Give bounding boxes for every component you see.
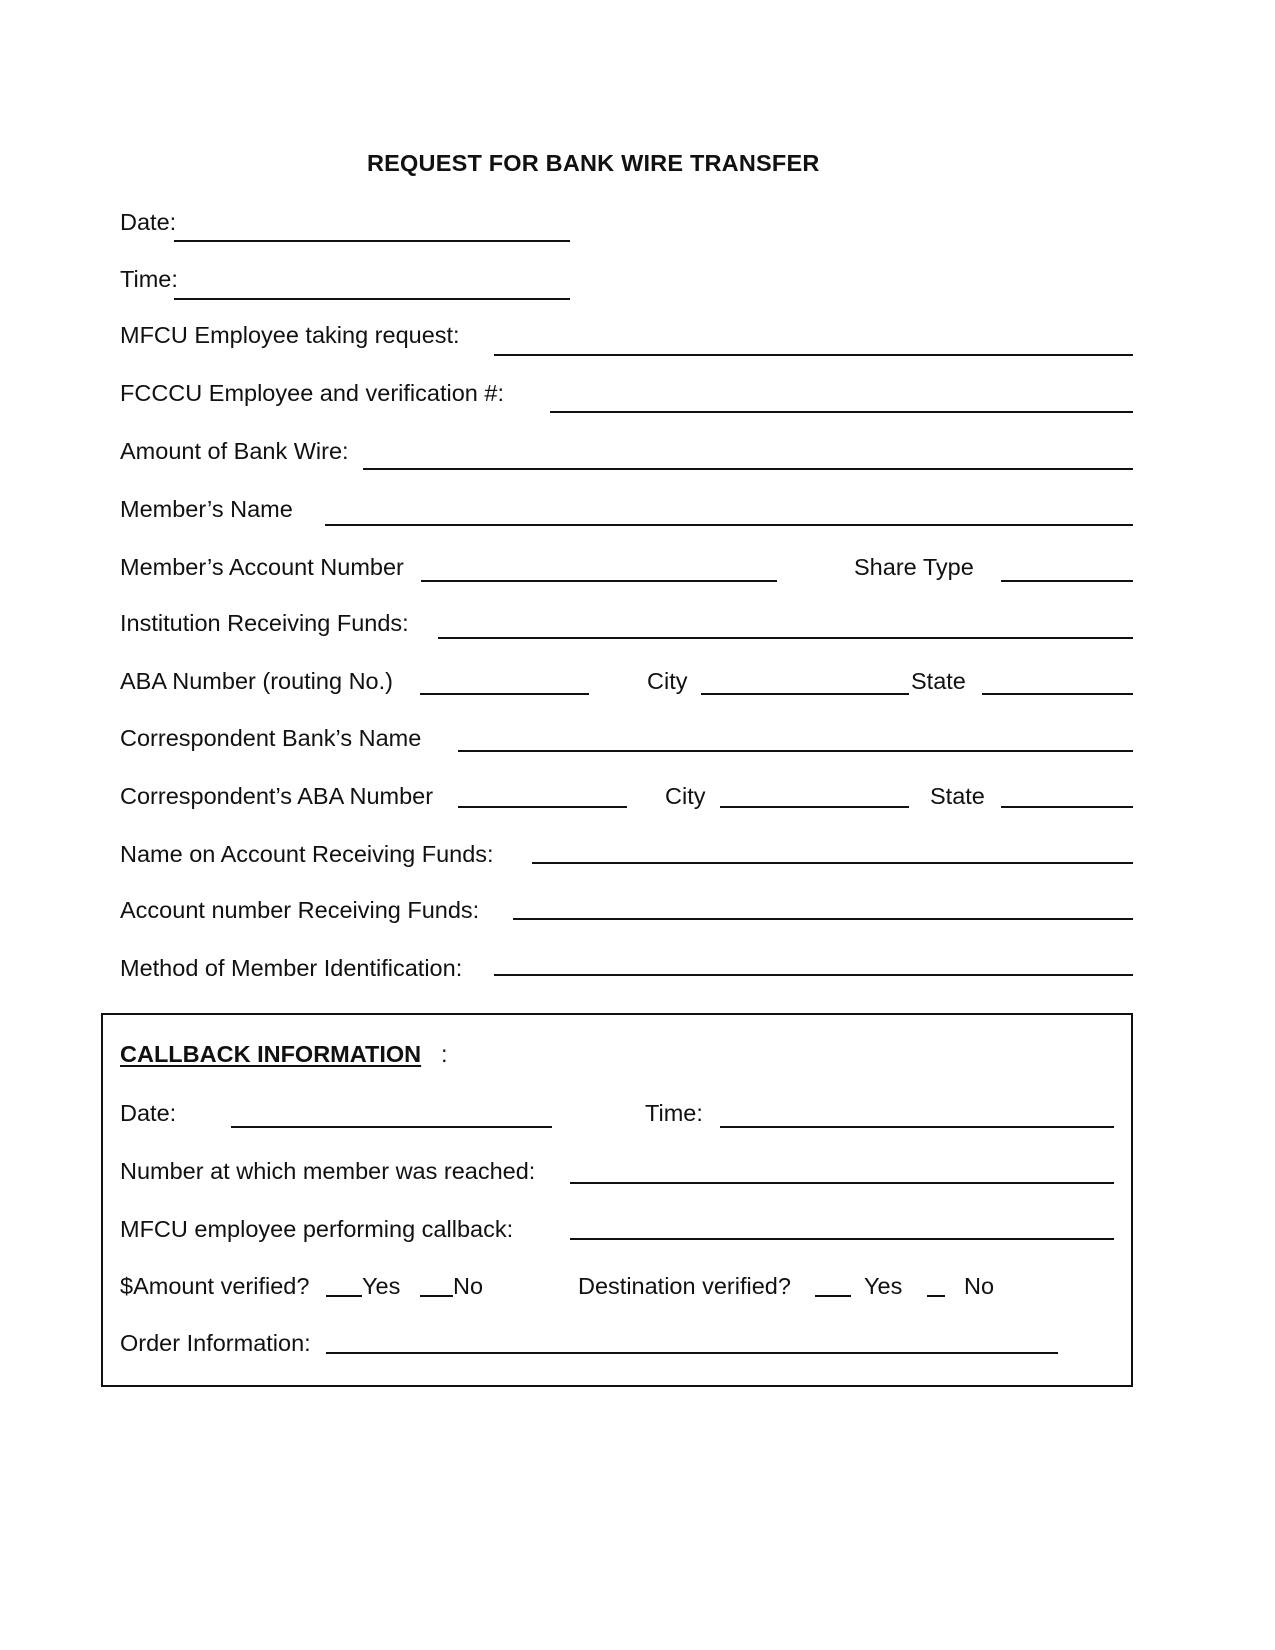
member-account-field[interactable] <box>421 580 777 582</box>
callback-employee-field[interactable] <box>570 1238 1114 1240</box>
member-account-label: Member’s Account Number <box>120 554 404 580</box>
order-info-field[interactable] <box>326 1352 1058 1354</box>
number-reached-label: Number at which member was reached: <box>120 1158 536 1184</box>
correspondent-aba-field[interactable] <box>458 806 627 808</box>
callback-heading-colon: : <box>441 1041 448 1067</box>
callback-date-field[interactable] <box>231 1126 552 1128</box>
amount-verified-yes-label: Yes <box>362 1273 401 1299</box>
aba-label: ABA Number (routing No.) <box>120 668 393 694</box>
fcccu-employee-label: FCCCU Employee and verification #: <box>120 380 504 406</box>
correspondent-bank-field[interactable] <box>458 750 1133 752</box>
state-label: State <box>911 668 966 694</box>
date-field[interactable] <box>174 240 570 242</box>
share-type-label: Share Type <box>854 554 974 580</box>
amount-verified-no-label: No <box>453 1273 484 1299</box>
order-info-label: Order Information: <box>120 1330 311 1356</box>
identification-label: Method of Member Identification: <box>120 955 463 981</box>
correspondent-state-field[interactable] <box>1001 806 1133 808</box>
date-label: Date: <box>120 209 177 235</box>
form-title: REQUEST FOR BANK WIRE TRANSFER <box>367 150 820 176</box>
correspondent-state-label: State <box>930 783 985 809</box>
correspondent-aba-label: Correspondent’s ABA Number <box>120 783 434 809</box>
name-on-account-field[interactable] <box>532 862 1133 864</box>
account-number-label: Account number Receiving Funds: <box>120 897 480 923</box>
callback-time-field[interactable] <box>720 1126 1114 1128</box>
institution-field[interactable] <box>438 637 1133 639</box>
correspondent-bank-label: Correspondent Bank’s Name <box>120 725 422 751</box>
amount-verified-label: $Amount verified? <box>120 1273 310 1299</box>
correspondent-city-field[interactable] <box>720 806 909 808</box>
callback-heading: CALLBACK INFORMATION <box>120 1041 422 1067</box>
member-name-label: Member’s Name <box>120 496 293 522</box>
destination-verified-yes-label: Yes <box>864 1273 903 1299</box>
callback-date-label: Date: <box>120 1100 177 1126</box>
institution-label: Institution Receiving Funds: <box>120 610 409 636</box>
amount-verified-no-blank[interactable] <box>420 1295 453 1297</box>
amount-label: Amount of Bank Wire: <box>120 438 349 464</box>
member-name-field[interactable] <box>325 524 1133 526</box>
time-label: Time: <box>120 266 178 292</box>
destination-verified-no-blank[interactable] <box>927 1295 945 1297</box>
city-label: City <box>647 668 688 694</box>
correspondent-city-label: City <box>665 783 706 809</box>
amount-verified-yes-blank[interactable] <box>326 1295 362 1297</box>
destination-verified-label: Destination verified? <box>578 1273 791 1299</box>
amount-field[interactable] <box>363 468 1133 470</box>
mfcu-employee-field[interactable] <box>494 354 1133 356</box>
destination-verified-yes-blank[interactable] <box>815 1295 851 1297</box>
state-field[interactable] <box>982 693 1133 695</box>
callback-employee-label: MFCU employee performing callback: <box>120 1216 514 1242</box>
mfcu-employee-label: MFCU Employee taking request: <box>120 322 460 348</box>
aba-field[interactable] <box>420 693 589 695</box>
share-type-field[interactable] <box>1001 580 1133 582</box>
account-number-field[interactable] <box>513 918 1133 920</box>
identification-field[interactable] <box>494 974 1133 976</box>
city-field[interactable] <box>701 693 909 695</box>
destination-verified-no-label: No <box>964 1273 995 1299</box>
fcccu-employee-field[interactable] <box>550 411 1133 413</box>
name-on-account-label: Name on Account Receiving Funds: <box>120 841 494 867</box>
time-field[interactable] <box>174 298 570 300</box>
callback-time-label: Time: <box>645 1100 703 1126</box>
number-reached-field[interactable] <box>570 1182 1114 1184</box>
